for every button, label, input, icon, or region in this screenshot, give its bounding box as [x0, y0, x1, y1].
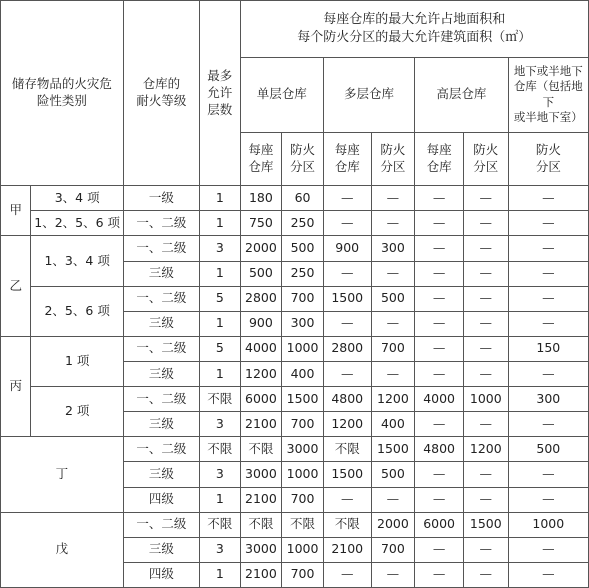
- high-per-building-cell: —: [415, 261, 464, 286]
- underground-fire-zone-cell: —: [508, 186, 588, 211]
- fire-rating-cell: 一级: [123, 186, 199, 211]
- single-fire-zone-cell: 500: [282, 236, 324, 261]
- subcategory-cell: 1、3、4 项: [31, 236, 123, 286]
- subcategory-cell: 2、5、6 项: [31, 286, 123, 336]
- multi-per-building-cell: —: [323, 261, 371, 286]
- single-fire-zone-cell: 1000: [282, 462, 324, 487]
- high-fire-zone-cell: 1500: [463, 512, 508, 537]
- single-per-building-cell: 不限: [240, 437, 282, 462]
- header-underground: 地下或半地下 仓库（包括地下 或半地下室）: [508, 57, 588, 132]
- fire-rating-cell: 一、二级: [123, 437, 199, 462]
- max-floors-cell: 1: [200, 487, 241, 512]
- underground-fire-zone-cell: —: [508, 311, 588, 336]
- single-per-building-cell: 2000: [240, 236, 282, 261]
- max-floors-cell: 3: [200, 537, 241, 562]
- table-row: [1, 512, 589, 537]
- single-fire-zone-cell: 60: [282, 186, 324, 211]
- header-max-area: 每座仓库的最大允许占地面积和 每个防火分区的最大允许建筑面积（㎡）: [240, 1, 588, 58]
- subcategory-cell: 3、4 项: [31, 186, 123, 211]
- high-per-building-cell: 4000: [415, 387, 464, 412]
- high-per-building-cell: —: [415, 487, 464, 512]
- category-cell: 甲: [1, 186, 31, 236]
- fire-rating-cell: 三级: [123, 462, 199, 487]
- header-single-storey: 单层仓库: [240, 57, 323, 132]
- header-fire-zone: 防火 分区: [463, 132, 508, 185]
- multi-fire-zone-cell: 1500: [371, 437, 415, 462]
- multi-fire-zone-cell: 300: [371, 236, 415, 261]
- multi-fire-zone-cell: —: [371, 211, 415, 236]
- multi-per-building-cell: 1500: [323, 462, 371, 487]
- subcategory-cell: 2 项: [31, 387, 123, 437]
- category-cell: 丙: [1, 336, 31, 436]
- category-cell: 乙: [1, 236, 31, 336]
- underground-fire-zone-cell: —: [508, 286, 588, 311]
- high-per-building-cell: —: [415, 562, 464, 587]
- header-category: 储存物品的火灾危 险性类别: [1, 1, 124, 186]
- single-fire-zone-cell: 300: [282, 311, 324, 336]
- multi-per-building-cell: —: [323, 361, 371, 386]
- multi-fire-zone-cell: 700: [371, 336, 415, 361]
- single-per-building-cell: 3000: [240, 462, 282, 487]
- fire-rating-cell: 一、二级: [123, 336, 199, 361]
- fire-rating-cell: 一、二级: [123, 211, 199, 236]
- high-fire-zone-cell: 1200: [463, 437, 508, 462]
- multi-per-building-cell: 900: [323, 236, 371, 261]
- max-floors-cell: 不限: [200, 387, 241, 412]
- category-cell: 丁: [1, 437, 124, 512]
- high-per-building-cell: —: [415, 236, 464, 261]
- high-per-building-cell: —: [415, 186, 464, 211]
- single-per-building-cell: 180: [240, 186, 282, 211]
- underground-fire-zone-cell: —: [508, 537, 588, 562]
- single-fire-zone-cell: 3000: [282, 437, 324, 462]
- underground-fire-zone-cell: 1000: [508, 512, 588, 537]
- multi-fire-zone-cell: —: [371, 261, 415, 286]
- max-floors-cell: 5: [200, 336, 241, 361]
- underground-fire-zone-cell: —: [508, 361, 588, 386]
- single-fire-zone-cell: 不限: [282, 512, 324, 537]
- max-floors-cell: 3: [200, 462, 241, 487]
- subcategory-cell: 1、2、5、6 项: [31, 211, 123, 236]
- high-per-building-cell: —: [415, 336, 464, 361]
- high-per-building-cell: —: [415, 361, 464, 386]
- underground-fire-zone-cell: —: [508, 562, 588, 587]
- high-per-building-cell: 6000: [415, 512, 464, 537]
- high-fire-zone-cell: —: [463, 211, 508, 236]
- max-floors-cell: 5: [200, 286, 241, 311]
- multi-fire-zone-cell: 700: [371, 537, 415, 562]
- high-per-building-cell: —: [415, 286, 464, 311]
- header-high-rise: 高层仓库: [415, 57, 508, 132]
- single-fire-zone-cell: 1000: [282, 336, 324, 361]
- header-fire-zone-underground: 防火 分区: [508, 132, 588, 185]
- multi-per-building-cell: —: [323, 311, 371, 336]
- multi-fire-zone-cell: 500: [371, 462, 415, 487]
- multi-per-building-cell: —: [323, 487, 371, 512]
- header-max-floors: 最多 允许 层数: [200, 1, 241, 186]
- fire-rating-cell: 四级: [123, 487, 199, 512]
- max-floors-cell: 1: [200, 361, 241, 386]
- single-fire-zone-cell: 250: [282, 211, 324, 236]
- max-floors-cell: 1: [200, 562, 241, 587]
- high-fire-zone-cell: —: [463, 336, 508, 361]
- single-fire-zone-cell: 1000: [282, 537, 324, 562]
- max-floors-cell: 不限: [200, 437, 241, 462]
- underground-fire-zone-cell: —: [508, 236, 588, 261]
- high-per-building-cell: —: [415, 537, 464, 562]
- multi-fire-zone-cell: 500: [371, 286, 415, 311]
- table-row: [1, 437, 589, 462]
- high-fire-zone-cell: —: [463, 462, 508, 487]
- single-fire-zone-cell: 250: [282, 261, 324, 286]
- high-per-building-cell: —: [415, 211, 464, 236]
- header-per-building: 每座 仓库: [323, 132, 371, 185]
- multi-fire-zone-cell: 1200: [371, 387, 415, 412]
- single-per-building-cell: 不限: [240, 512, 282, 537]
- table-row: [1, 286, 589, 311]
- table-row: [1, 387, 589, 412]
- multi-fire-zone-cell: 400: [371, 412, 415, 437]
- header-fire-zone: 防火 分区: [371, 132, 415, 185]
- single-fire-zone-cell: 700: [282, 487, 324, 512]
- underground-fire-zone-cell: —: [508, 412, 588, 437]
- high-per-building-cell: —: [415, 311, 464, 336]
- high-per-building-cell: 4800: [415, 437, 464, 462]
- single-per-building-cell: 1200: [240, 361, 282, 386]
- fire-rating-cell: 四级: [123, 562, 199, 587]
- max-floors-cell: 1: [200, 311, 241, 336]
- multi-per-building-cell: 4800: [323, 387, 371, 412]
- high-fire-zone-cell: —: [463, 361, 508, 386]
- subcategory-cell: 1 项: [31, 336, 123, 386]
- multi-per-building-cell: —: [323, 562, 371, 587]
- multi-per-building-cell: 2100: [323, 537, 371, 562]
- fire-rating-cell: 三级: [123, 311, 199, 336]
- high-fire-zone-cell: —: [463, 286, 508, 311]
- high-fire-zone-cell: 1000: [463, 387, 508, 412]
- single-per-building-cell: 900: [240, 311, 282, 336]
- fire-rating-cell: 一、二级: [123, 286, 199, 311]
- high-per-building-cell: —: [415, 412, 464, 437]
- max-floors-cell: 1: [200, 211, 241, 236]
- underground-fire-zone-cell: —: [508, 261, 588, 286]
- single-fire-zone-cell: 700: [282, 286, 324, 311]
- fire-rating-cell: 三级: [123, 261, 199, 286]
- high-fire-zone-cell: —: [463, 261, 508, 286]
- single-per-building-cell: 2100: [240, 562, 282, 587]
- multi-per-building-cell: —: [323, 211, 371, 236]
- header-per-building: 每座 仓库: [240, 132, 282, 185]
- multi-fire-zone-cell: —: [371, 311, 415, 336]
- max-floors-cell: 不限: [200, 512, 241, 537]
- single-per-building-cell: 2100: [240, 412, 282, 437]
- single-per-building-cell: 750: [240, 211, 282, 236]
- fire-rating-cell: 三级: [123, 537, 199, 562]
- multi-per-building-cell: —: [323, 186, 371, 211]
- underground-fire-zone-cell: —: [508, 487, 588, 512]
- fire-rating-cell: 三级: [123, 361, 199, 386]
- high-fire-zone-cell: —: [463, 487, 508, 512]
- multi-per-building-cell: 1500: [323, 286, 371, 311]
- max-floors-cell: 3: [200, 412, 241, 437]
- single-per-building-cell: 6000: [240, 387, 282, 412]
- multi-per-building-cell: 不限: [323, 512, 371, 537]
- underground-fire-zone-cell: 500: [508, 437, 588, 462]
- table-row: [1, 211, 589, 236]
- single-per-building-cell: 2100: [240, 487, 282, 512]
- high-per-building-cell: —: [415, 462, 464, 487]
- underground-fire-zone-cell: 300: [508, 387, 588, 412]
- max-floors-cell: 1: [200, 186, 241, 211]
- max-floors-cell: 1: [200, 261, 241, 286]
- single-per-building-cell: 4000: [240, 336, 282, 361]
- multi-per-building-cell: 1200: [323, 412, 371, 437]
- single-per-building-cell: 500: [240, 261, 282, 286]
- high-fire-zone-cell: —: [463, 311, 508, 336]
- single-fire-zone-cell: 700: [282, 412, 324, 437]
- high-fire-zone-cell: —: [463, 537, 508, 562]
- multi-fire-zone-cell: —: [371, 487, 415, 512]
- header-multi-storey: 多层仓库: [323, 57, 414, 132]
- fire-rating-cell: 三级: [123, 412, 199, 437]
- high-fire-zone-cell: —: [463, 412, 508, 437]
- single-per-building-cell: 3000: [240, 537, 282, 562]
- high-fire-zone-cell: —: [463, 186, 508, 211]
- max-floors-cell: 3: [200, 236, 241, 261]
- multi-fire-zone-cell: —: [371, 186, 415, 211]
- single-per-building-cell: 2800: [240, 286, 282, 311]
- multi-per-building-cell: 2800: [323, 336, 371, 361]
- high-fire-zone-cell: —: [463, 236, 508, 261]
- header-fire-rating: 仓库的 耐火等级: [123, 1, 199, 186]
- single-fire-zone-cell: 1500: [282, 387, 324, 412]
- underground-fire-zone-cell: —: [508, 211, 588, 236]
- fire-rating-cell: 一、二级: [123, 512, 199, 537]
- multi-fire-zone-cell: 2000: [371, 512, 415, 537]
- multi-per-building-cell: 不限: [323, 437, 371, 462]
- multi-fire-zone-cell: —: [371, 562, 415, 587]
- table-row: [1, 336, 589, 361]
- high-fire-zone-cell: —: [463, 562, 508, 587]
- header-per-building: 每座 仓库: [415, 132, 464, 185]
- multi-fire-zone-cell: —: [371, 361, 415, 386]
- header-fire-zone: 防火 分区: [282, 132, 324, 185]
- underground-fire-zone-cell: 150: [508, 336, 588, 361]
- table-row: [1, 236, 589, 261]
- single-fire-zone-cell: 700: [282, 562, 324, 587]
- fire-rating-cell: 一、二级: [123, 387, 199, 412]
- category-cell: 戊: [1, 512, 124, 587]
- single-fire-zone-cell: 400: [282, 361, 324, 386]
- underground-fire-zone-cell: —: [508, 462, 588, 487]
- fire-rating-cell: 一、二级: [123, 236, 199, 261]
- table-row: [1, 186, 589, 211]
